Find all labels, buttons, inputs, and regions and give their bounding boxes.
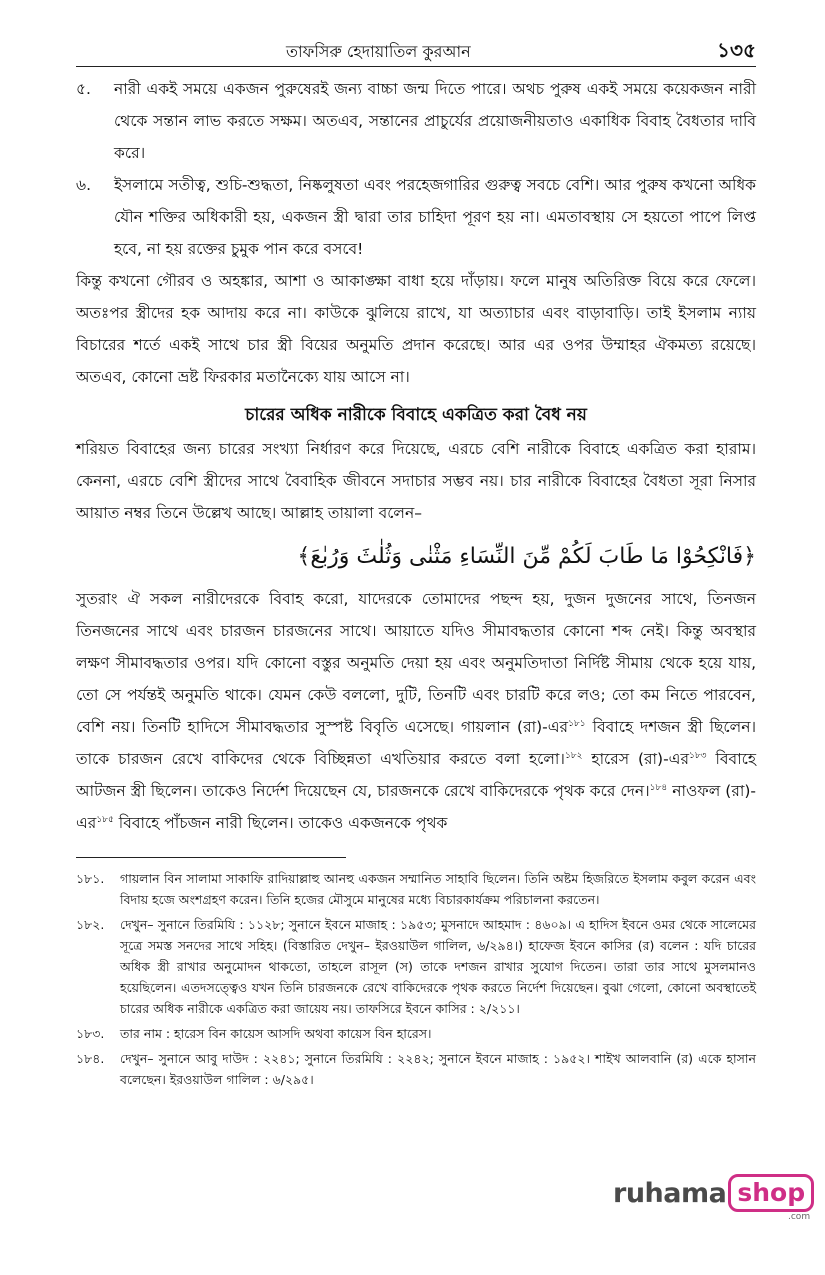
footnote-ref[interactable]: ১৮৩ [689, 750, 707, 761]
paragraph: কিন্তু কখনো গৌরব ও অহঙ্কার, আশা ও আকাঙ্ক্ষা বাধা হয়ে দাঁড়ায়। ফলে মানুষ অতিরিক্ত বিয়ে করে ফেলে। অতঃপর স্ত্রীদের হক আদায় করে না। কাউকে ঝুলিয়ে রাখে, যা অত্যাচার এবং বাড়াবাড়ি। তাই ইসলাম ন্যায় বিচারের শর্তে একই সাথে চার স্ত্রী বিয়ের অনুমতি প্রদান করেছে। আর এর ওপর উম্মাহর ঐকমত্য রয়েছে। অতএব, কোনো ভ্রষ্ট ফিরকার মতানৈক্যে যায় আসে না। [76, 272, 756, 386]
footnote [76, 868, 756, 910]
ruhamashop-logo [613, 1172, 814, 1222]
text-run: নাওফল (রা)-এর [76, 782, 756, 832]
text-run: বিবাহে পাঁচজন নারী ছিলেন। তাকেও একজনকে পৃথক [113, 814, 448, 832]
paragraph [76, 583, 756, 839]
logo-word-ruhama: ruhama [613, 1177, 727, 1209]
footnote [76, 1048, 756, 1090]
footnote [76, 914, 756, 1019]
footnote [76, 1023, 756, 1044]
text-run: সুতরাং ঐ সকল নারীদেরকে বিবাহ করো, যাদেরকে তোমাদের পছন্দ হয়, দুজন দুজনের সাথে, তিনজন তিনজনের সাথে এবং চারজন চারজনের সাথে। আয়াতে যদিও সীমাবদ্ধতার কোনো শব্দ নেই। কিন্তু অবস্থার লক্ষণ সীমাবদ্ধতার ওপর। যদি কোনো বস্তুর অনুমতি দেয়া হয় এবং অনুমতিদাতা নির্দিষ্ট সীমায় থেকে হয়ে যায়, তো সে পর্যন্তই অনুমতি থাকে। যেমন কেউ বললো, দুটি, তিনটি এবং চারটি করে লও; তো কম নিতে পারবেন, বেশি নয়। তিনটি হাদিসে সীমাবদ্ধতার সুস্পষ্ট বিবৃতি এসেছে। গায়লান (রা)-এর [76, 590, 756, 736]
point-number: ৫. [76, 80, 91, 98]
numbered-point [76, 73, 756, 169]
running-header [76, 36, 756, 67]
point-text: ইসলামে সতীত্ব, শুচি-শুদ্ধতা, নিষ্কলুষতা এবং পরহেজগারির গুরুত্ব সবচে বেশি। আর পুরুষ কখনো অধিক যৌন শক্তির অধিকারী হয়, একজন স্ত্রী দ্বারা তার চাহিদা পূরণ হয় না। এমতাবস্থায় সে হয়তো পাপে লিপ্ত হবে, না হয় রক্তের চুমুক পান করে বসবে! [114, 176, 756, 258]
section-heading: চারের অধিক নারীকে বিবাহে একত্রিত করা বৈধ নয় [245, 405, 587, 425]
footnote-ref[interactable]: ১৮৪ [649, 782, 668, 793]
footnote-text: দেখুন– সুনানে আবু দাউদ : ২২৪১; সুনানে তিরমিযি : ২২৪২; সুনানে ইবনে মাজাহ : ১৯৫২। শাইখ আলবানি (র) একে হাসান বলেছেন। ইরওয়াউল গালিল : ৬/২৯৫। [120, 1051, 756, 1087]
footnote-text: তার নাম : হারেস বিন কায়েস আসদি অথবা কায়েস বিন হারেস। [120, 1026, 432, 1041]
paragraph: শরিয়ত বিবাহের জন্য চারের সংখ্যা নির্ধারণ করে দিয়েছে, এরচে বেশি নারীকে বিবাহে একত্রিত করা হারাম। কেননা, এরচে বেশি স্ত্রীদের সাথে বৈবাহিক জীবনে সদাচার সম্ভব নয়। চার নারীকে বিবাহের বৈধতা সূরা নিসার আয়াত নম্বর তিনে উল্লেখ আছে। আল্লাহ তায়ালা বলেন– [76, 440, 756, 522]
footnote-number: ১৮৩. [76, 1026, 105, 1041]
footnote-ref[interactable]: ১৮১ [568, 718, 586, 729]
text-run: বিবাহে দশজন স্ত্রী ছিলেন। তাকে চারজন রেখে বাকিদের থেকে বিচ্ছিন্নতা এখতিয়ার করতে বলা হলো। [76, 718, 756, 768]
book-page [76, 36, 756, 1094]
footnote-number: ১৮২. [76, 917, 105, 932]
footnote-number: ১৮৪. [76, 1051, 105, 1066]
footnote-text: গায়লান বিন সালামা সাকাফি রাদিয়াল্লাহু আনহু একজন সম্মানিত সাহাবি ছিলেন। তিনি অষ্টম হিজরিতে ইসলাম কবুল করেন এবং বিদায় হজে অংশগ্রহণ করেন। তিনি হজের মৌসুমে মানুষের মধ্যে বিচারকার্যক্রম পরিচালনা করতেন। [120, 871, 756, 907]
text-run: বিবাহে আটজন স্ত্রী ছিলেন। তাকেও নির্দেশ দিয়েছেন যে, চারজনকে রেখে বাকিদেরকে পৃথক করে দেন। [76, 750, 757, 800]
footnote-divider [76, 857, 346, 858]
footnote-ref[interactable]: ১৮৫ [96, 814, 114, 825]
quran-verse: ﴿فَانْكِحُوْا مَا طَابَ لَكُمْ مِّنَ النِّسَاءِ مَثْنٰى وَثُلٰثَ وَرُبٰعَ﴾ [297, 544, 756, 569]
footnote-ref[interactable]: ১৮২ [564, 750, 583, 761]
point-text: নারী একই সময়ে একজন পুরুষেরই জন্য বাচ্চা জন্ম দিতে পারে। অথচ পুরুষ একই সময়ে কয়েকজন নারী থেকে সন্তান লাভ করতে সক্ষম। অতএব, সন্তানের প্রাচুর্যের প্রয়োজনীয়তাও একাধিক বিবাহ বৈধতার দাবি করে। [114, 80, 756, 162]
footnote-number: ১৮১. [76, 871, 105, 886]
footnotes [76, 868, 756, 1090]
footnote-text: দেখুন– সুনানে তিরমিযি : ১১২৮; সুনানে ইবনে মাজাহ : ১৯৫৩; মুসনাদে আহমাদ : ৪৬০৯। এ হাদিস ইবনে ওমর থেকে সালেমের সূত্রে সমস্ত সনদের সাথে সহিহ। (বিস্তারিত দেখুন– ইরওয়াউল গালিল, ৬/২৯৪।) হাফেজ ইবনে কাসির (র) বলেন : যদি চারের অধিক স্ত্রী রাখার অনুমোদন থাকতো, তাহলে রাসূল (স) তাকে দশজন রাখার সুযোগ দিতেন। তারা তার সাথে মুসলমানও হয়েছিলেন। এতদসত্ত্বেও যখন তিনি চারজনকে রেখে বাকিদেরকে পৃথক করতে নির্দেশ দিয়েছেন। বুঝা গেলো, কোনো অবস্থাতেই চারের অধিক নারীকে একত্রিত করা জায়েয নয়। তাফসিরে ইবনে কাসির : ২/২১১। [120, 917, 756, 1016]
main-text [76, 73, 756, 839]
point-number: ৬. [76, 176, 92, 194]
page-number: ১৩৫ [717, 38, 756, 62]
text-run: হারেস (রা)-এর [582, 750, 689, 768]
numbered-point [76, 169, 756, 265]
logo-suffix: .com [788, 1212, 811, 1222]
logo-word-shop: shop [728, 1174, 814, 1212]
running-title: তাফসিরু হেদায়াতিল কুরআন [286, 42, 471, 61]
